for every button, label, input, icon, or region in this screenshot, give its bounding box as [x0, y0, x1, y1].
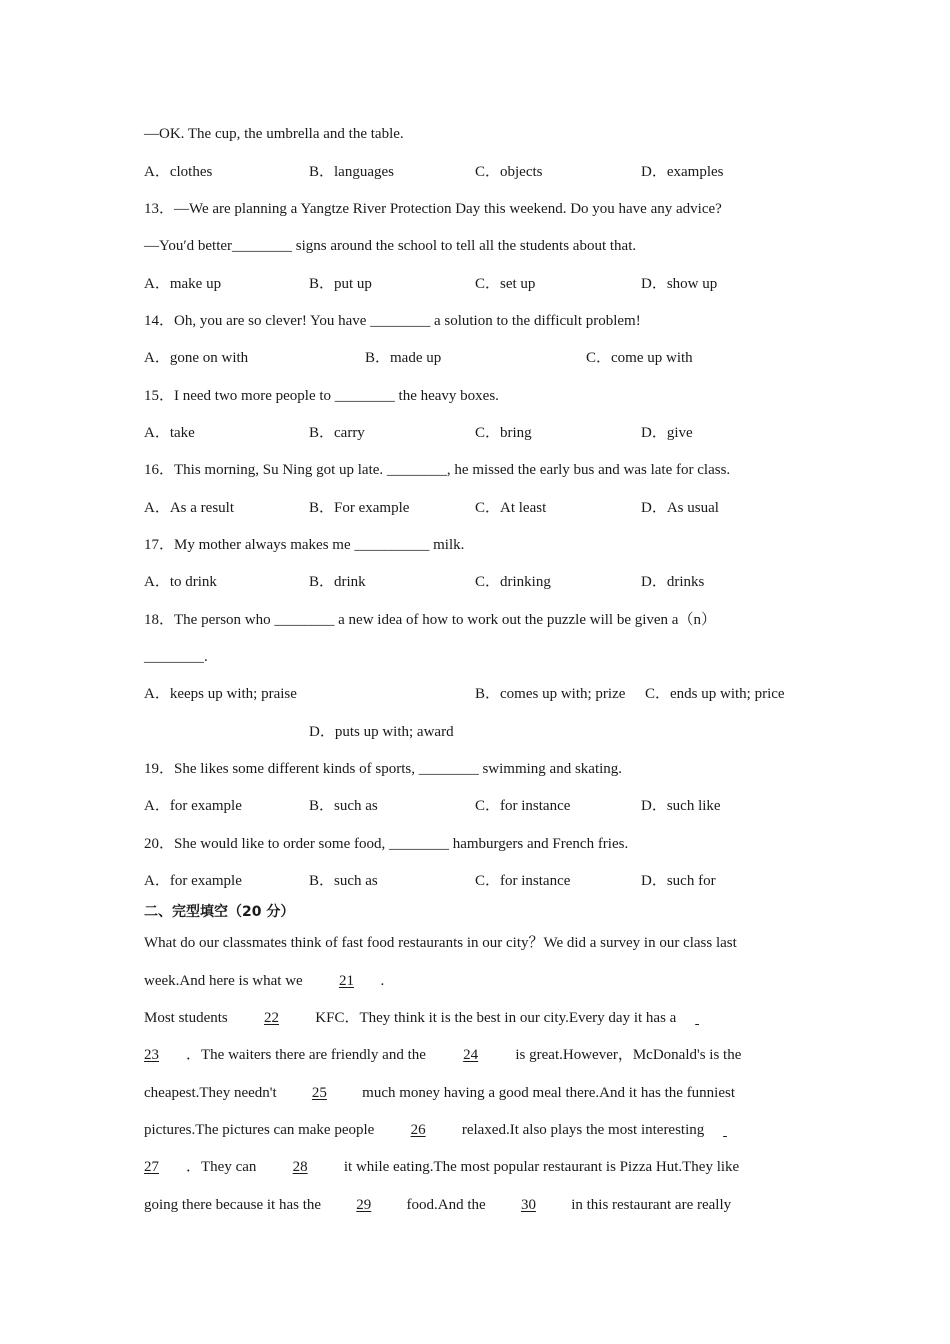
q20-option-b[interactable]: B．such as [309, 873, 378, 889]
q18-stem-2: ________. [144, 649, 208, 665]
passage-line-5: cheapest.They needn't 25 much money having a good meal there.And it has the funniest [144, 1085, 735, 1101]
q13-option-b[interactable]: B．put up [309, 276, 372, 292]
q15-stem: 15．I need two more people to ________ the heavy boxes. [144, 388, 499, 404]
blank-22[interactable]: 22 [264, 1010, 280, 1026]
blank-30[interactable]: 30 [520, 1197, 536, 1213]
q14-option-b[interactable]: B．made up [365, 350, 442, 366]
q19-option-d[interactable]: D．such like [641, 798, 721, 814]
q15-option-a[interactable]: A．take [144, 425, 195, 441]
q15-option-b[interactable]: B．carry [309, 425, 365, 441]
blank-27[interactable]: 27 [144, 1159, 159, 1175]
q13-stem: 13．—We are planning a Yangtze River Protection Day this weekend. Do you have any advice? [144, 201, 722, 217]
q17-option-c[interactable]: C．drinking [475, 574, 551, 590]
q20-option-d[interactable]: D．such for [641, 873, 716, 889]
blank-25[interactable]: 25 [311, 1085, 327, 1101]
q12-option-b[interactable]: B．languages [309, 164, 394, 180]
q18-option-b[interactable]: B．comes up with; prize [475, 686, 626, 702]
passage-line-6: pictures.The pictures can make people 26 relaxed.It also plays the most interesting [144, 1120, 738, 1140]
q12-option-a[interactable]: A．clothes [144, 164, 213, 180]
passage-line-4: 23 ．The waiters there are friendly and the 24 is great.However，McDonald's is the [144, 1047, 742, 1063]
blank-26[interactable]: 26 [410, 1122, 426, 1138]
q14-stem: 14．Oh, you are so clever! You have ________ a solution to the difficult problem! [144, 313, 641, 329]
q12-option-c[interactable]: C．objects [475, 164, 543, 180]
blank-23-start [684, 1008, 710, 1028]
q19-stem: 19．She likes some different kinds of sports, ________ swimming and skating. [144, 761, 623, 777]
q18-stem: 18．The person who ________ a new idea of how to work out the puzzle will be given a（n） [144, 612, 716, 628]
q20-option-a[interactable]: A．for example [144, 873, 242, 889]
q13-option-a[interactable]: A．make up [144, 276, 222, 292]
q18-option-a[interactable]: A．keeps up with; praise [144, 686, 297, 702]
q19-option-a[interactable]: A．for example [144, 798, 242, 814]
q15-option-d[interactable]: D．give [641, 425, 693, 441]
q17-option-b[interactable]: B．drink [309, 574, 366, 590]
q14-option-c[interactable]: C．come up with [586, 350, 693, 366]
passage-line-2: week.And here is what we 21 . [144, 973, 385, 989]
passage-line-1: What do our classmates think of fast food restaurants in our city？We did a survey in our class last [144, 935, 737, 951]
passage-line-8: going there because it has the 29 food.And the 30 in this restaurant are really [144, 1197, 732, 1213]
blank-21[interactable]: 21 [338, 973, 354, 989]
blank-27-start [712, 1120, 738, 1140]
passage-line-7: 27 ．They can 28 it while eating.The most popular restaurant is Pizza Hut.They like [144, 1159, 740, 1175]
q13-stem-2: —You′d better________ signs around the school to tell all the students about that. [144, 238, 637, 254]
q19-option-b[interactable]: B．such as [309, 798, 378, 814]
intro-line: —OK. The cup, the umbrella and the table. [144, 126, 404, 142]
q19-option-c[interactable]: C．for instance [475, 798, 571, 814]
q16-option-b[interactable]: B．For example [309, 500, 410, 516]
blank-24[interactable]: 24 [463, 1047, 479, 1063]
blank-23[interactable]: 23 [144, 1047, 159, 1063]
q16-option-d[interactable]: D．As usual [641, 500, 719, 516]
q17-option-d[interactable]: D．drinks [641, 574, 705, 590]
q20-stem: 20．She would like to order some food, ________ hamburgers and French fries. [144, 836, 629, 852]
q14-option-a[interactable]: A．gone on with [144, 350, 249, 366]
blank-29[interactable]: 29 [356, 1197, 372, 1213]
q20-option-c[interactable]: C．for instance [475, 873, 571, 889]
q16-option-c[interactable]: C．At least [475, 500, 547, 516]
passage-line-3: Most students 22 KFC．They think it is the best in our city.Every day it has a [144, 1008, 710, 1028]
q18-option-c[interactable]: C．ends up with; price [645, 686, 785, 702]
blank-28[interactable]: 28 [292, 1159, 308, 1175]
q15-option-c[interactable]: C．bring [475, 425, 532, 441]
q13-option-d[interactable]: D．show up [641, 276, 718, 292]
q18-option-d[interactable]: D．puts up with; award [309, 724, 454, 740]
q17-stem: 17．My mother always makes me __________ milk. [144, 537, 465, 553]
q12-option-d[interactable]: D．examples [641, 164, 724, 180]
q16-stem: 16．This morning, Su Ning got up late. ________, he missed the early bus and was late for class. [144, 462, 731, 478]
q16-option-a[interactable]: A．As a result [144, 500, 234, 516]
section-title: 二、完型填空（20 分） [144, 904, 295, 920]
q17-option-a[interactable]: A．to drink [144, 574, 217, 590]
q13-option-c[interactable]: C．set up [475, 276, 536, 292]
